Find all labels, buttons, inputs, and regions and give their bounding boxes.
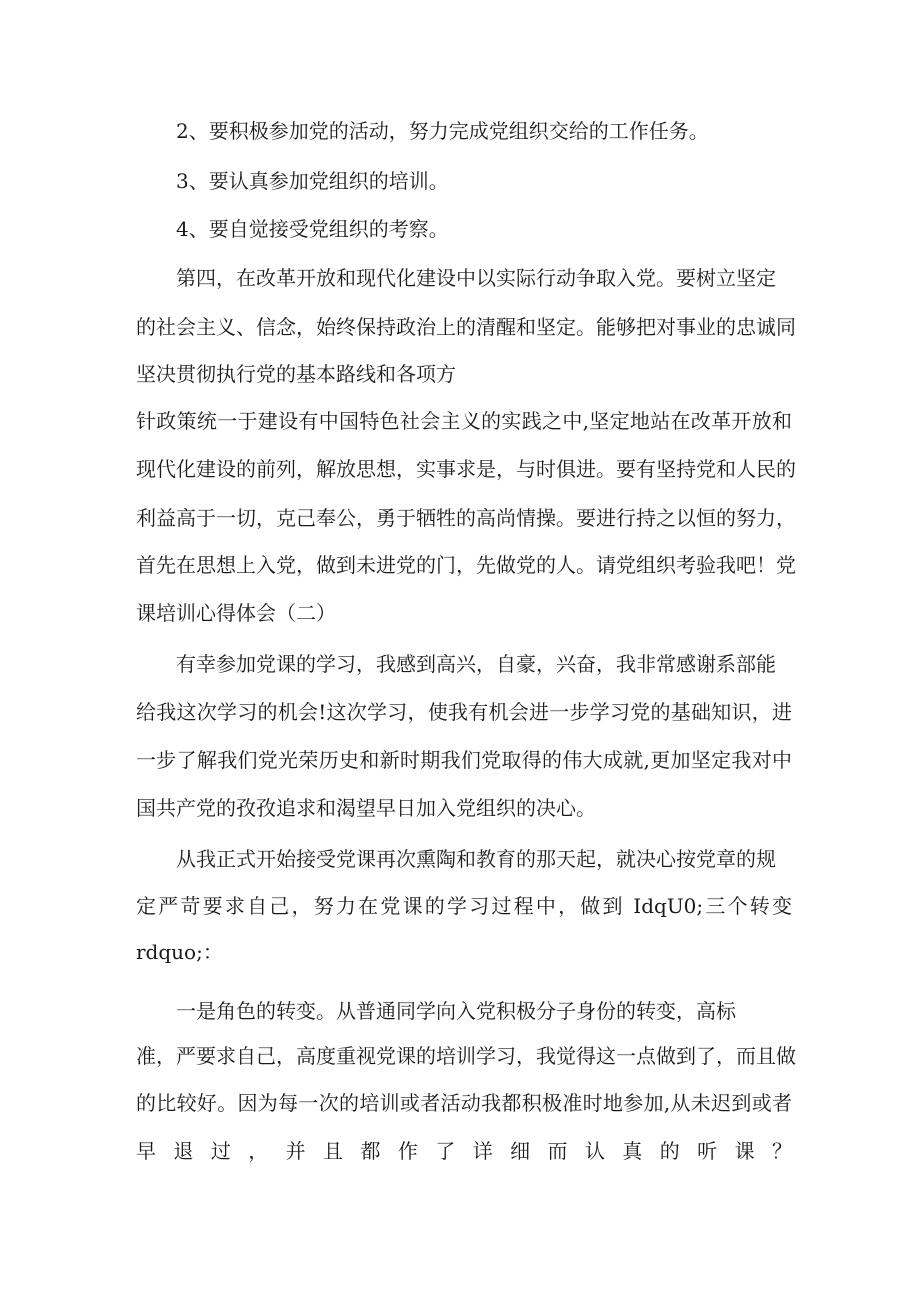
text-line: 第四，在改革开放和现代化建设中以实际行动争取入党。要树立坚定	[176, 266, 776, 290]
text-line: 针政策统一于建设有中国特色社会主义的实践之中,坚定地站在改革开放和	[136, 409, 792, 433]
text-line: 坚决贯彻执行党的基本路线和各项方	[136, 362, 456, 386]
text-line: 早退过，并且都作了详细而认真的听课？	[136, 1139, 792, 1163]
text-line: 给我这次学习的机会!这次学习，使我有机会进一步学习党的基础知识，进	[136, 700, 792, 724]
text-line: 国共产党的孜孜追求和渴望早日加入党组织的决心。	[136, 796, 596, 820]
text-line: 从我正式开始接受党课再次熏陶和教育的那天起，就决心按党章的规	[176, 847, 776, 871]
text-line: 2、要积极参加党的活动，努力完成党组织交给的工作任务。	[176, 119, 709, 143]
text-line: 定严苛要求自己，努力在党课的学习过程中，做到 IdqU0;三个转变	[136, 894, 792, 918]
text-line: 准，严要求自己，高度重视党课的培训学习，我觉得这一点做到了，而且做	[136, 1044, 796, 1068]
text-line: 利益高于一切，克己奉公，勇于牺牲的高尚情操。要进行持之以恒的努力，	[136, 506, 796, 530]
text-line: 课培训心得体会（二）	[136, 601, 336, 625]
text-line: 有幸参加党课的学习，我感到高兴，自豪，兴奋，我非常感谢系部能	[176, 652, 776, 676]
text-line: 一是角色的转变。从普通同学向入党积极分子身份的转变，高标	[176, 999, 736, 1023]
text-line: 4、要自觉接受党组织的考察。	[176, 217, 449, 241]
text-line: 首先在思想上入党，做到未进党的门，先做党的人。请党组织考验我吧！党	[136, 553, 796, 577]
text-line: rdquo;：	[136, 940, 223, 964]
text-line: 的社会主义、信念，始终保持政治上的清醒和坚定。能够把对事业的忠诚同	[136, 315, 796, 339]
text-line: 现代化建设的前列，解放思想，实事求是，与时俱进。要有坚持党和人民的	[136, 457, 796, 481]
text-line: 一步了解我们党光荣历史和新时期我们党取得的伟大成就,更加坚定我对中	[136, 748, 792, 772]
text-line: 的比较好。因为每一次的培训或者活动我都积极准时地参加,从未迟到或者	[136, 1091, 792, 1115]
text-line: 3、要认真参加党组织的培训。	[176, 169, 449, 193]
